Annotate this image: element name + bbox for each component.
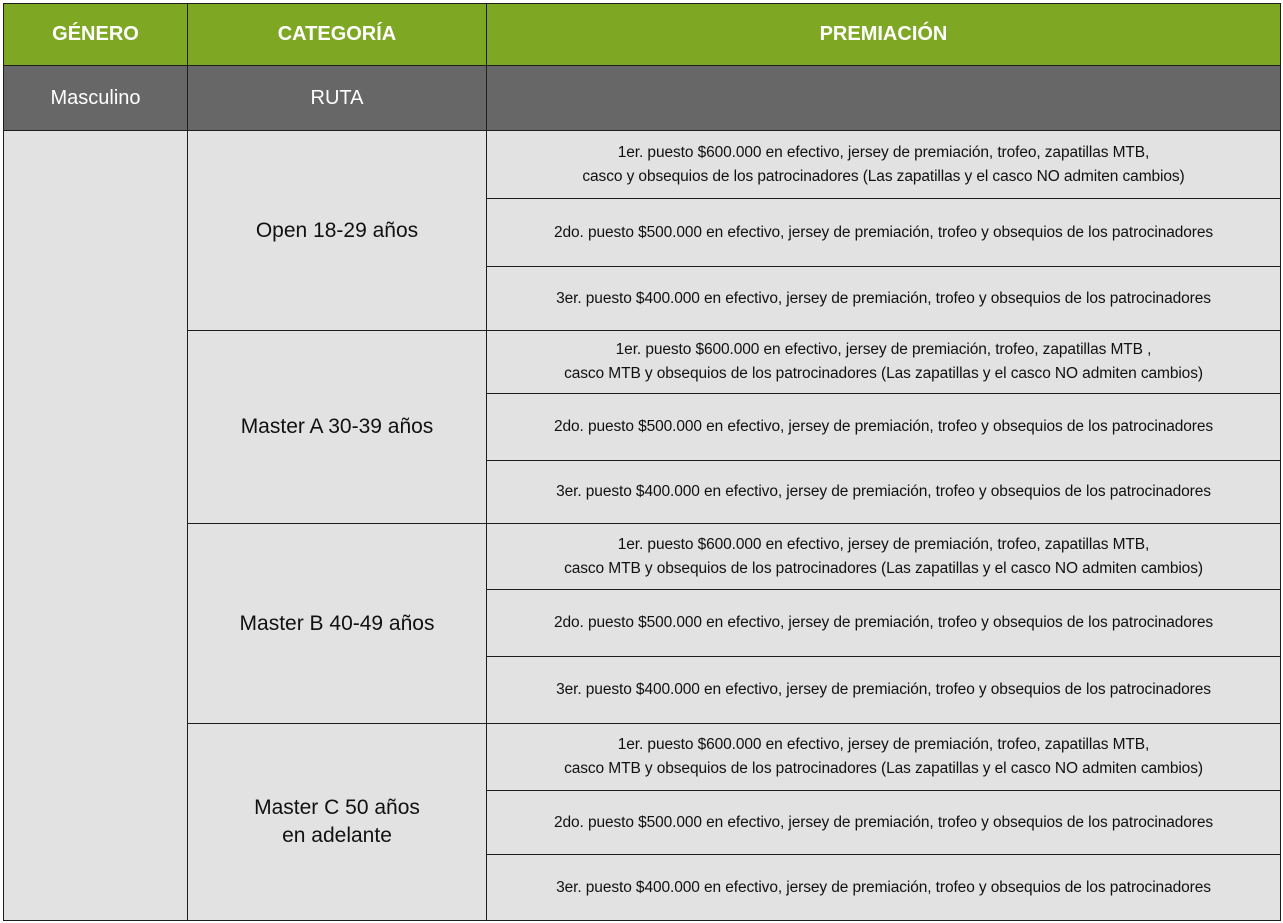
prize-cell-1st [487,131,1281,199]
category-label: Master B 40-49 años [239,611,435,635]
header-premiacion: PREMIACIÓN [487,4,1281,66]
prize-cell-2nd [487,394,1281,461]
category-cell-open [188,131,487,331]
prize-text: casco MTB y obsequios de los patrocinadores (Las zapatillas y el casco NO admiten cambios) [564,365,1203,382]
prize-text: 2do. puesto $500.000 en efectivo, jersey de premiación, trofeo y obsequios de los patrocinadores [553,418,1214,435]
table-row [4,331,1281,394]
header-categoria: CATEGORÍA [188,4,487,66]
table-row [4,524,1281,590]
prize-text: 2do. puesto $500.000 en efectivo, jersey de premiación, trofeo y obsequios de los patrocinadores [553,614,1214,631]
prize-cell-3rd [487,855,1281,921]
subheader-genero: Masculino [4,66,188,131]
prize-cell-1st [487,331,1281,394]
genero-empty-cell [4,131,188,921]
prize-text: 3er. puesto $400.000 en efectivo, jersey de premiación, trofeo y obsequios de los patrocinadores [556,878,1211,896]
header-row [4,4,1281,66]
table-row [4,724,1281,791]
prize-text: 3er. puesto $400.000 en efectivo, jersey de premiación, trofeo y obsequios de los patrocinadores [556,681,1211,698]
prize-table [3,3,1281,921]
prize-cell-3rd [487,267,1281,331]
prize-cell-1st [487,724,1281,791]
category-cell-master-a [188,331,487,524]
category-cell-master-c [188,724,487,921]
prize-cell-2nd [487,590,1281,657]
subheader-premiacion [487,66,1281,131]
prize-text: 1er. puesto $600.000 en efectivo, jersey de premiación, trofeo, zapatillas MTB, [617,736,1150,753]
category-label: Open 18-29 años [255,218,419,242]
prize-text: 3er. puesto $400.000 en efectivo, jersey de premiación, trofeo y obsequios de los patrocinadores [556,289,1211,307]
prize-cell-3rd [487,461,1281,524]
prize-text: 1er. puesto $600.000 en efectivo, jersey de premiación, trofeo, zapatillas MTB, [617,535,1150,553]
category-label: Master A 30-39 años [240,415,434,438]
prize-text: casco MTB y obsequios de los patrocinadores (Las zapatillas y el casco NO admiten cambios) [564,760,1203,777]
category-label: Master C 50 años [254,796,420,819]
prize-text: 2do. puesto $500.000 en efectivo, jersey de premiación, trofeo y obsequios de los patrocinadores [553,813,1214,831]
prize-cell-2nd [487,199,1281,267]
category-label: en adelante [282,824,392,847]
subheader-row [4,66,1281,131]
prize-cell-1st [487,524,1281,590]
prize-text: casco y obsequios de los patrocinadores (Las zapatillas y el casco NO admiten cambios) [582,167,1185,185]
prize-text: 1er. puesto $600.000 en efectivo, jersey de premiación, trofeo, zapatillas MTB, [617,143,1150,161]
prize-text: 1er. puesto $600.000 en efectivo, jersey de premiación, trofeo, zapatillas MTB , [615,341,1152,358]
prize-text: 2do. puesto $500.000 en efectivo, jersey de premiación, trofeo y obsequios de los patrocinadores [553,223,1214,241]
category-cell-master-b [188,524,487,724]
prize-cell-3rd [487,657,1281,724]
table-row [4,131,1281,199]
prize-text: casco MTB y obsequios de los patrocinadores (Las zapatillas y el casco NO admiten cambios) [564,559,1203,577]
header-genero: GÉNERO [4,4,188,66]
subheader-categoria: RUTA [188,66,487,131]
prize-text: 3er. puesto $400.000 en efectivo, jersey de premiación, trofeo y obsequios de los patrocinadores [556,483,1211,500]
prize-cell-2nd [487,791,1281,855]
